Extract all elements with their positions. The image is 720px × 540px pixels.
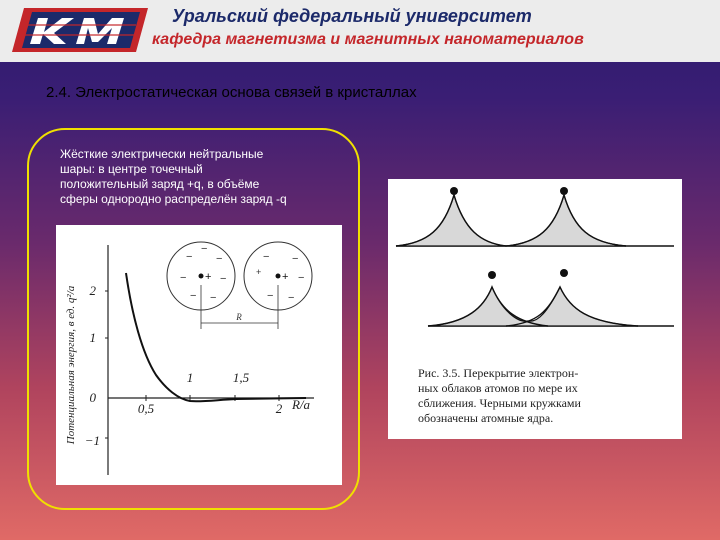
header-bar [0, 0, 720, 62]
x-tick-label: 2 [275, 401, 283, 416]
potential-energy-graph [56, 225, 342, 485]
svg-text:−: − [180, 272, 187, 284]
x-tick-label: 1,5 [232, 370, 250, 385]
slide-title: 2.4. Электростатическая основа связей в кристаллах [46, 84, 417, 101]
caption-line: обозначены атомные ядра. [418, 411, 554, 425]
description-line: шары: в центре точечный [60, 162, 203, 176]
svg-text:+: + [282, 271, 289, 283]
svg-text:−: − [267, 290, 274, 302]
description-text [60, 147, 350, 207]
y-tick-label: 2 [89, 283, 96, 298]
caption-line: Рис. 3.5. Перекрытие электрон- [418, 366, 579, 380]
atomic-nucleus [560, 187, 568, 195]
y-tick-label: 1 [89, 330, 96, 345]
y-tick-label: −1 [84, 433, 100, 448]
x-tick-label: 1 [186, 370, 194, 385]
description-line: Жёсткие электрически нейтральные [60, 147, 264, 161]
electron-cloud [396, 195, 626, 246]
description-line: сферы однородно распределён заряд -q [60, 192, 287, 206]
svg-text:−: − [298, 272, 305, 284]
atomic-nucleus [560, 269, 568, 277]
caption-line: ных облаков атомов по мере их [418, 381, 578, 395]
svg-text:−: − [263, 251, 270, 263]
svg-text:−: − [220, 273, 227, 285]
y-axis-label: Потенциальная энергия, в ед. q²/a [65, 285, 77, 445]
svg-text:−: − [288, 292, 295, 304]
svg-text:+: + [256, 267, 262, 277]
y-tick-label: 0 [89, 390, 96, 405]
department-name: кафедра магнетизма и магнитных наноматериалов [152, 31, 584, 48]
distance-label: R [236, 312, 242, 322]
svg-text:+: + [205, 271, 212, 283]
km-logo [10, 4, 150, 56]
svg-text:−: − [292, 253, 299, 265]
atomic-nucleus [488, 271, 496, 279]
svg-text:−: − [210, 292, 217, 304]
svg-text:−: − [186, 251, 193, 263]
atomic-nucleus [450, 187, 458, 195]
figure-caption [418, 366, 644, 426]
description-line: положительный заряд +q, в объёме [60, 177, 260, 191]
caption-line: сближения. Черными кружками [418, 396, 581, 410]
svg-text:−: − [201, 243, 208, 255]
svg-text:−: − [190, 290, 197, 302]
x-tick-label: 0,5 [137, 401, 155, 416]
svg-text:−: − [216, 253, 223, 265]
x-axis-label: R/a [291, 397, 310, 412]
university-name: Уральский федеральный университет [172, 6, 532, 26]
